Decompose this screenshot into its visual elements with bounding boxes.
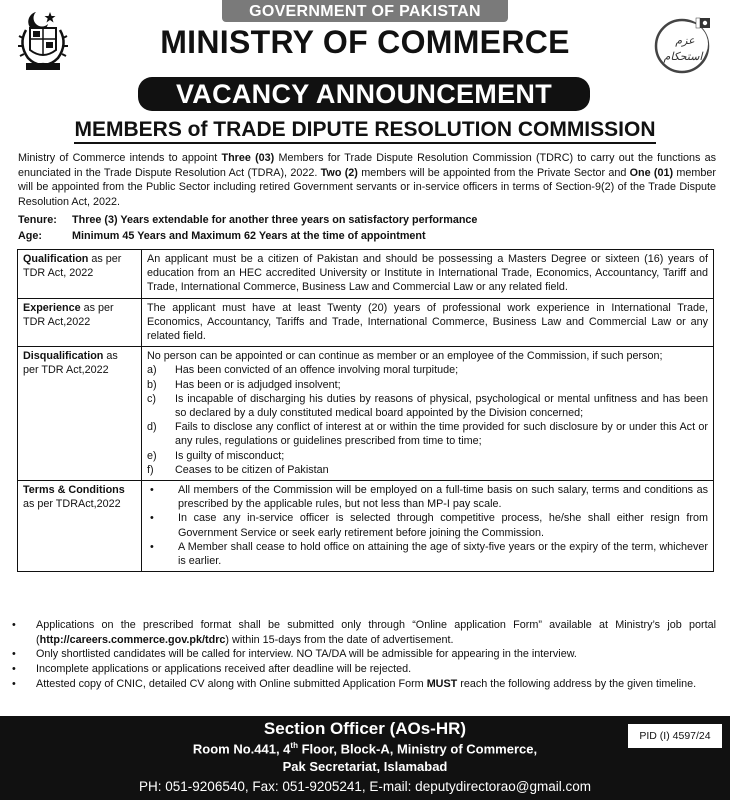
terms-cell xyxy=(142,481,714,572)
requirements-table xyxy=(17,249,714,572)
qualification-text: An applicant must be a citizen of Pakistan and should be possessing a Masters Degree or sixteen (16) years of education from an HEC accredited University or Institute in International Trade, Economics, Accountancy, Tariff and Trade, International Commerce, Business Law and Commercial Law or any related field. xyxy=(142,250,714,299)
office-title: Section Officer (AOs-HR) xyxy=(263,719,467,738)
terms-list xyxy=(147,483,708,568)
age-value: Minimum 45 Years and Maximum 62 Years at the time of appointment xyxy=(72,230,426,242)
government-banner: GOVERNMENT OF PAKISTAN xyxy=(222,0,508,22)
experience-label: Experience as per TDR Act,2022 xyxy=(18,298,142,347)
disqualification-intro: No person can be appointed or can continue as member or an employee of the Commission, if such person; xyxy=(147,350,663,363)
contact-details: PH: 051-9206540, Fax: 051-9205241, E-mail: deputydirectorao@gmail.com xyxy=(139,779,591,794)
list-item: f) Ceases to be citizen of Pakistan xyxy=(147,463,329,476)
disqualification-label: Disqualification as per TDR Act,2022 xyxy=(18,347,142,481)
intro-text-4: member will be appointed from the Public Sector including retired Government servants or in-service officers in terms of Section-9(2) of the Trade Dispute Resolution Act, 2022. xyxy=(18,166,716,209)
list-item: c) Is incapable of discharging his duties by reasons of physical, psychological or mental unfitness and has been so declared by a duly constituted medical board appointed by the Division concerned; xyxy=(147,392,708,420)
list-item: e) Is guilty of misconduct; xyxy=(147,449,285,462)
intro-text-2: Members for Trade Dispute Resolution Commission (TDRC) to carry out the functions as enunciated in the Trade Dispute Resolution Act (TDRA), 2022. xyxy=(18,152,716,179)
svg-text:عزم: عزم xyxy=(675,34,695,47)
intro-count-total: Three (03) xyxy=(221,152,275,164)
list-item: a) Has been convicted of an offence involving moral turpitude; xyxy=(147,364,459,377)
qualification-label: Qualification as per TDR Act, 2022 xyxy=(18,250,142,299)
disqualification-cell xyxy=(142,347,714,481)
ministry-title: MINISTRY OF COMMERCE xyxy=(160,24,570,60)
job-portal-link[interactable]: http://careers.commerce.gov.pk/tdrc xyxy=(39,633,226,646)
pid-badge: PID (I) 4597/24 xyxy=(628,724,722,748)
age-line xyxy=(18,229,426,243)
office-address: Room No.441, 4th Floor, Block-A, Ministry of Commerce, xyxy=(192,741,538,757)
list-item: • All members of the Commission will be employed on a full-time basis on such salary, terms and conditions as prescribed by the applicable rules, but not less than MP-I pay scale. xyxy=(150,484,708,511)
experience-text: The applicant must have at least Twenty (20) years of professional work experience in International Trade, Economics, Accountancy, Tariffs and Trade, International Commerce, Business Law and Commercial Law or any related field. xyxy=(142,298,714,347)
position-title-text: MEMBERS of TRADE DIPUTE RESOLUTION COMMISSION xyxy=(74,118,655,144)
intro-count-private: Two (2) xyxy=(320,166,358,179)
list-item: • A Member shall cease to hold office on attaining the age of sixty-five years or the expiry of the term, whichever is earlier. xyxy=(150,540,708,568)
list-item: d) Fails to disclose any conflict of interest at or within the time provided for such disclosure by or under this Act or any rules, regulations or guidelines prescribed from time to time; xyxy=(147,421,708,448)
tenure-label: Tenure: xyxy=(18,214,57,226)
disqualification-list xyxy=(147,363,708,477)
position-title xyxy=(0,118,730,142)
intro-text-1: Ministry of Commerce intends to appoint xyxy=(18,152,222,164)
terms-label: Terms & Conditions as per TDRAct,2022 xyxy=(18,481,142,572)
intro-paragraph xyxy=(18,151,716,210)
intro-text-3: members will be appointed from the Private Sector and xyxy=(357,166,630,179)
intro-count-public: One (01) xyxy=(629,166,674,179)
table-row-qualification xyxy=(18,250,714,299)
age-label: Age: xyxy=(18,230,42,242)
list-item: • Applications on the prescribed format shall be submitted only through “Online application Form” available at Ministry’s job portal (http://careers.commerce.gov.pk/tdrc) within 15-days from the date of advertisement. xyxy=(12,619,716,646)
list-item: • In case any in-service officer is selected through competitive process, he/she shall either resign from Government Service or seek early retirement before joining the Commission. xyxy=(150,512,708,539)
application-notes xyxy=(10,618,716,692)
contact-footer xyxy=(0,716,730,800)
list-item: • Incomplete applications or applications received after deadline will be rejected. xyxy=(12,663,412,676)
list-item: • Attested copy of CNIC, detailed CV along with Online submitted Application Form MUST reach the following address by the given timeline. xyxy=(12,677,697,690)
table-row-terms xyxy=(18,481,714,572)
vacancy-announcement-banner: VACANCY ANNOUNCEMENT xyxy=(138,77,590,111)
table-row-experience xyxy=(18,298,714,347)
tenure-value: Three (3) Years extendable for another three years on satisfactory performance xyxy=(72,214,478,226)
list-item: • Only shortlisted candidates will be called for interview. NO TA/DA will be admissible for appearing in the interview. xyxy=(12,648,577,661)
table-row-disqualification xyxy=(18,347,714,481)
list-item: b) Has been or is adjudged insolvent; xyxy=(147,378,341,391)
tenure-line xyxy=(18,213,477,227)
office-location: Pak Secretariat, Islamabad xyxy=(282,759,448,774)
svg-text:استحکام: استحکام xyxy=(663,50,703,63)
